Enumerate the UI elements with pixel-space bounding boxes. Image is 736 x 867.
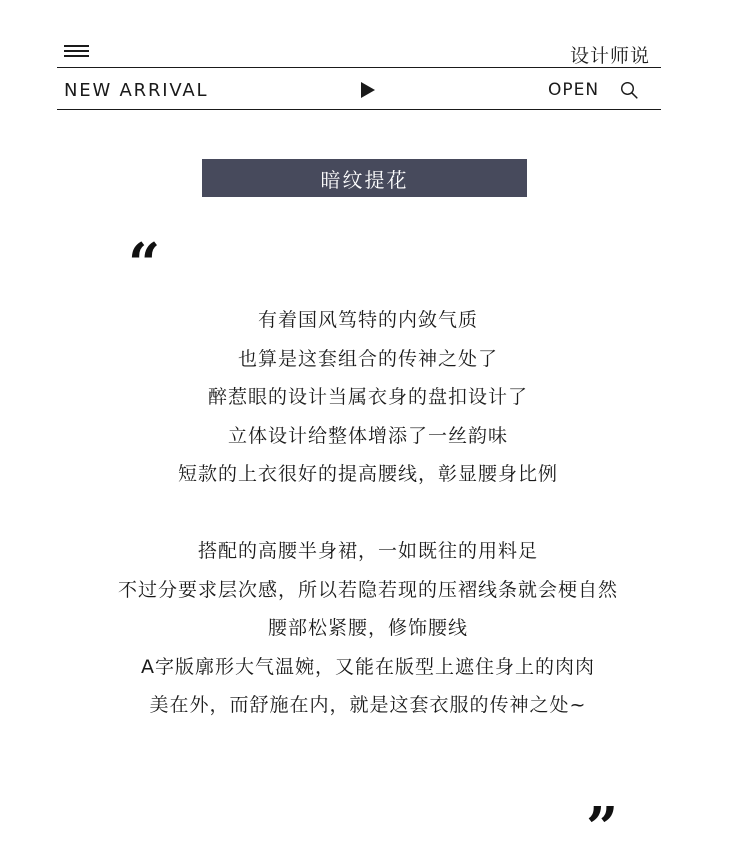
paragraph-line: 不过分要求层次感，所以若隐若现的压褶线条就会梗自然 — [117, 578, 618, 601]
paragraph-line: 短款的上衣很好的提高腰线，彰显腰身比例 — [177, 463, 558, 485]
header-divider-bottom — [57, 109, 661, 110]
paragraph-line: 也算是这套组合的传神之处了 — [237, 347, 498, 370]
paragraph-line: 有着国风笃特的内敛气质 — [257, 309, 478, 331]
paragraph-line: 醉惹眼的设计当属衣身的盘扣设计了 — [207, 386, 528, 408]
description-paragraph-1 — [0, 301, 736, 494]
paragraph-line: 腰部松紧腰，修饰腰线 — [267, 617, 468, 639]
open-button[interactable]: OPEN — [548, 80, 600, 100]
section-banner — [202, 159, 527, 197]
close-quote-mark: ” — [586, 795, 619, 861]
search-icon[interactable] — [620, 81, 638, 99]
paragraph-line: 立体设计给整体增添了一丝韵味 — [227, 424, 508, 447]
description-paragraph-2 — [0, 532, 736, 725]
paragraph-line: A字版廓形大气温婉，又能在版型上遮住身上的肉肉 — [141, 655, 595, 678]
paragraph-line: 搭配的高腰半身裙，一如既往的用料足 — [197, 540, 538, 562]
open-quote-mark: “ — [128, 231, 161, 297]
hamburger-menu-icon[interactable] — [64, 44, 90, 60]
new-arrival-link[interactable]: NEW ARRIVAL — [64, 80, 209, 101]
banner-label: 暗纹提花 — [320, 167, 409, 192]
paragraph-line: 美在外，而舒施在内，就是这套衣服的传神之处~ — [149, 694, 587, 716]
header-divider-top — [57, 67, 661, 68]
play-icon[interactable] — [361, 82, 375, 98]
page-title: 设计师说 — [569, 45, 650, 67]
